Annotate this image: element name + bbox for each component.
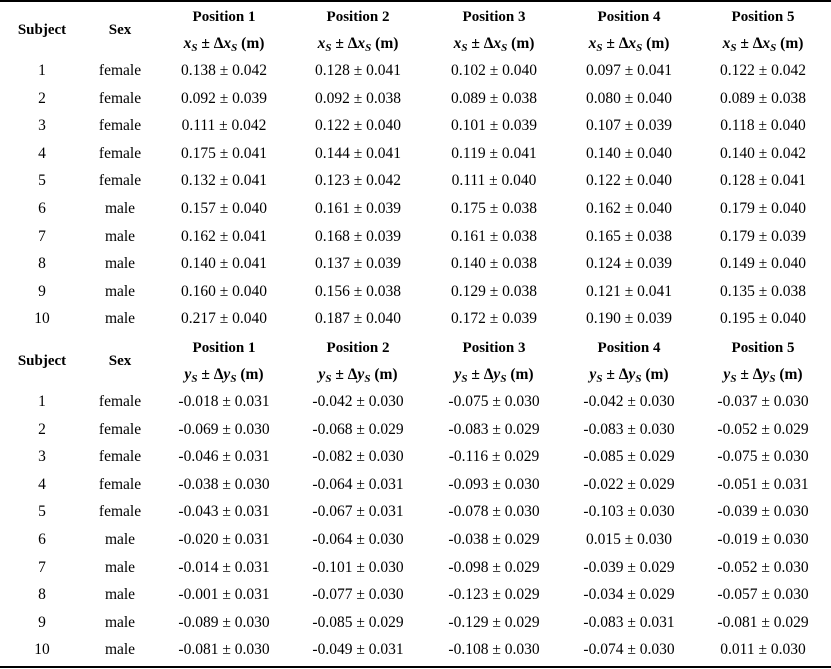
unit-var: y [223,366,231,383]
plus-minus-delta: ± Δ [602,366,629,383]
value-cell: -0.116 ± 0.029 [448,448,540,466]
value-cell: 0.011 ± 0.030 [720,641,806,659]
value-cell: 0.101 ± 0.039 [450,117,538,135]
value-cell: 0.160 ± 0.040 [180,282,268,300]
subject-cell: 2 [38,420,46,438]
subject-header: Subject [17,22,67,38]
subject-cell: 5 [38,172,46,190]
value-cell: -0.108 ± 0.030 [448,641,540,659]
value-cell: 0.080 ± 0.040 [585,89,673,107]
value-cell: -0.037 ± 0.030 [717,393,809,410]
value-cell: 0.156 ± 0.038 [314,282,402,300]
unit-var: y [762,366,770,383]
sex-cell: female [98,144,142,162]
value-cell: 0.161 ± 0.038 [450,227,538,245]
unit-var: x [493,35,502,52]
value-cell: -0.038 ± 0.030 [178,475,270,493]
unit-label [589,366,668,388]
value-cell: -0.083 ± 0.031 [583,613,675,631]
unit-var: y [318,366,326,383]
unit-text: (m) [641,366,669,383]
value-cell: -0.042 ± 0.030 [583,393,675,410]
value-cell: 0.157 ± 0.040 [180,200,268,217]
value-cell: 0.187 ± 0.040 [314,310,402,328]
value-cell: 0.097 ± 0.041 [585,62,673,79]
unit-text: (m) [506,366,534,383]
unit-var: y [357,366,365,383]
value-cell: 0.111 ± 0.040 [451,172,537,190]
value-cell: 0.140 ± 0.041 [180,255,268,273]
value-cell: -0.123 ± 0.029 [448,586,540,604]
unit-text: (m) [371,35,399,52]
unit-text: (m) [775,366,803,383]
value-cell: 0.089 ± 0.038 [719,89,807,107]
value-cell: 0.122 ± 0.042 [719,62,807,79]
value-cell: 0.092 ± 0.038 [314,89,402,107]
subject-cell: 9 [38,282,46,300]
value-cell: 0.165 ± 0.038 [585,227,673,245]
sex-cell: male [104,200,136,217]
unit-sub: S [191,373,198,385]
unit-label [723,366,802,388]
value-cell: 0.135 ± 0.038 [719,282,807,300]
position-header: Position 4 [597,340,661,356]
unit-text: (m) [507,35,535,52]
value-cell: 0.137 ± 0.039 [314,255,402,273]
top-rule [0,0,831,2]
value-cell: -0.043 ± 0.031 [178,503,270,521]
unit-label [454,35,535,57]
value-cell: 0.132 ± 0.041 [180,172,268,190]
value-cell: 0.107 ± 0.039 [585,117,673,135]
value-cell: 0.140 ± 0.040 [585,144,673,162]
position-header: Position 5 [731,9,795,25]
unit-sub: S [191,42,198,54]
value-cell: -0.078 ± 0.030 [448,503,540,521]
value-cell: -0.064 ± 0.031 [312,475,404,493]
value-cell: 0.149 ± 0.040 [719,255,807,273]
subject-cell: 4 [38,475,46,493]
value-cell: 0.092 ± 0.039 [180,89,268,107]
sex-cell: male [104,310,136,328]
subject-cell: 6 [38,200,46,217]
value-cell: -0.046 ± 0.031 [178,448,270,466]
unit-sub: S [769,373,776,385]
value-cell: 0.217 ± 0.040 [180,310,268,328]
value-cell: 0.161 ± 0.039 [314,200,402,217]
unit-var: x [588,35,597,52]
sex-cell: male [104,613,136,631]
value-cell: 0.122 ± 0.040 [585,172,673,190]
value-cell: 0.124 ± 0.039 [585,255,673,273]
position-header: Position 5 [731,340,795,356]
unit-label [184,35,265,57]
subject-cell: 9 [38,613,46,631]
unit-var: x [453,35,462,52]
unit-var: x [223,35,232,52]
plus-minus-delta: ± Δ [467,35,494,52]
value-cell: 0.162 ± 0.041 [180,227,268,245]
unit-text: (m) [236,366,264,383]
sex-header: Sex [108,22,132,38]
value-cell: -0.051 ± 0.031 [717,475,809,493]
unit-sub: S [230,373,237,385]
value-cell: -0.083 ± 0.030 [583,420,675,438]
value-cell: -0.085 ± 0.029 [583,448,675,466]
subject-cell: 8 [38,255,46,273]
plus-minus-delta: ± Δ [197,366,224,383]
unit-sub: S [770,42,777,54]
sex-cell: female [98,393,142,410]
unit-sub: S [596,42,603,54]
unit-var: x [628,35,637,52]
value-cell: 0.168 ± 0.039 [314,227,402,245]
unit-label [318,35,399,57]
unit-var: y [589,366,597,383]
sex-cell: male [104,641,136,659]
value-cell: -0.129 ± 0.029 [448,613,540,631]
unit-text: (m) [776,35,804,52]
value-cell: 0.195 ± 0.040 [719,310,807,328]
value-cell: -0.089 ± 0.030 [178,613,270,631]
plus-minus-delta: ± Δ [736,366,763,383]
value-cell: -0.081 ± 0.029 [717,613,809,631]
value-cell: 0.111 ± 0.042 [181,117,267,135]
unit-sub: S [365,42,372,54]
value-cell: -0.001 ± 0.031 [178,586,270,604]
subject-cell: 7 [38,227,46,245]
sex-cell: female [98,117,142,135]
value-cell: 0.089 ± 0.038 [450,89,538,107]
value-cell: -0.101 ± 0.030 [312,558,404,576]
position-header: Position 3 [462,340,526,356]
value-cell: -0.075 ± 0.030 [448,393,540,410]
subject-header: Subject [17,353,67,369]
value-cell: 0.179 ± 0.040 [719,200,807,217]
plus-minus-delta: ± Δ [467,366,494,383]
unit-sub: S [596,373,603,385]
unit-text: (m) [642,35,670,52]
sex-cell: male [104,558,136,576]
unit-text: (m) [237,35,265,52]
unit-sub: S [501,42,508,54]
sex-cell: female [98,62,142,79]
value-cell: -0.064 ± 0.030 [312,531,404,548]
value-cell: 0.128 ± 0.041 [314,62,402,79]
sex-cell: male [104,255,136,273]
unit-var: x [317,35,326,52]
value-cell: -0.052 ± 0.030 [717,558,809,576]
value-cell: -0.042 ± 0.030 [312,393,404,410]
unit-sub: S [500,373,507,385]
value-cell: -0.019 ± 0.030 [717,531,809,548]
plus-minus-delta: ± Δ [331,35,358,52]
subject-cell: 3 [38,117,46,135]
unit-sub: S [635,373,642,385]
value-cell: -0.074 ± 0.030 [583,641,675,659]
sex-cell: male [104,586,136,604]
value-cell: -0.082 ± 0.030 [312,448,404,466]
sex-header: Sex [108,353,132,369]
plus-minus-delta: ± Δ [197,35,224,52]
value-cell: 0.190 ± 0.039 [585,310,673,328]
value-cell: 0.102 ± 0.040 [450,62,538,79]
sex-cell: male [104,531,136,548]
plus-minus-delta: ± Δ [331,366,358,383]
value-cell: -0.083 ± 0.029 [448,420,540,438]
subject-cell: 2 [38,89,46,107]
value-cell: 0.015 ± 0.030 [585,531,673,548]
value-cell: -0.034 ± 0.029 [583,586,675,604]
value-cell: -0.022 ± 0.029 [583,475,675,493]
plus-minus-delta: ± Δ [602,35,629,52]
subject-cell: 8 [38,586,46,604]
value-cell: -0.039 ± 0.030 [717,503,809,521]
sex-cell: female [98,89,142,107]
subject-cell: 1 [38,62,46,79]
value-cell: -0.014 ± 0.031 [178,558,270,576]
value-cell: 0.129 ± 0.038 [450,282,538,300]
value-cell: -0.039 ± 0.029 [583,558,675,576]
unit-label [318,366,397,388]
value-cell: 0.175 ± 0.041 [180,144,268,162]
subject-cell: 5 [38,503,46,521]
value-cell: 0.122 ± 0.040 [314,117,402,135]
unit-var: y [184,366,192,383]
subject-cell: 6 [38,531,46,548]
unit-label [589,35,670,57]
unit-sub: S [364,373,371,385]
position-header: Position 4 [597,9,661,25]
sex-cell: male [104,282,136,300]
position-header: Position 1 [192,9,256,25]
sex-cell: female [98,503,142,521]
value-cell: -0.077 ± 0.030 [312,586,404,604]
unit-var: y [723,366,731,383]
value-cell: -0.098 ± 0.029 [448,558,540,576]
value-cell: 0.118 ± 0.040 [720,117,806,135]
sex-cell: female [98,475,142,493]
value-cell: -0.069 ± 0.030 [178,420,270,438]
value-cell: -0.103 ± 0.030 [583,503,675,521]
value-cell: -0.068 ± 0.029 [312,420,404,438]
subject-cell: 1 [38,393,46,410]
sex-cell: female [98,172,142,190]
subject-cell: 4 [38,144,46,162]
value-cell: 0.119 ± 0.041 [451,144,537,162]
unit-sub: S [636,42,643,54]
unit-sub: S [461,42,468,54]
unit-var: x [762,35,771,52]
value-cell: 0.128 ± 0.041 [719,172,807,190]
subject-cell: 10 [34,310,50,328]
value-cell: -0.020 ± 0.031 [178,531,270,548]
value-cell: 0.162 ± 0.040 [585,200,673,217]
unit-sub: S [730,42,737,54]
sex-cell: female [98,448,142,466]
value-cell: -0.049 ± 0.031 [312,641,404,659]
plus-minus-delta: ± Δ [736,35,763,52]
bottom-rule [0,666,831,668]
value-cell: 0.144 ± 0.041 [314,144,402,162]
value-cell: -0.085 ± 0.029 [312,613,404,631]
unit-var: y [628,366,636,383]
value-cell: -0.052 ± 0.029 [717,420,809,438]
value-cell: 0.175 ± 0.038 [450,200,538,217]
value-cell: 0.140 ± 0.038 [450,255,538,273]
unit-var: x [722,35,731,52]
subject-cell: 7 [38,558,46,576]
unit-var: x [183,35,192,52]
value-cell: -0.093 ± 0.030 [448,475,540,493]
unit-sub: S [325,42,332,54]
unit-label [723,35,804,57]
position-header: Position 3 [462,9,526,25]
unit-var: x [357,35,366,52]
sex-cell: male [104,227,136,245]
unit-sub: S [730,373,737,385]
position-header: Position 2 [326,9,390,25]
unit-text: (m) [370,366,398,383]
subject-cell: 10 [34,641,50,659]
unit-sub: S [461,373,468,385]
unit-label [454,366,533,388]
value-cell: -0.038 ± 0.029 [448,531,540,548]
unit-var: y [493,366,501,383]
unit-sub: S [231,42,238,54]
value-cell: 0.179 ± 0.039 [719,227,807,245]
subject-cell: 3 [38,448,46,466]
unit-sub: S [325,373,332,385]
value-cell: 0.138 ± 0.042 [180,62,268,79]
value-cell: -0.057 ± 0.030 [717,586,809,604]
position-header: Position 2 [326,340,390,356]
value-cell: -0.067 ± 0.031 [312,503,404,521]
value-cell: 0.140 ± 0.042 [719,144,807,162]
unit-var: y [454,366,462,383]
value-cell: -0.081 ± 0.030 [178,641,270,659]
value-cell: -0.018 ± 0.031 [178,393,270,410]
value-cell: 0.172 ± 0.039 [450,310,538,328]
position-header: Position 1 [192,340,256,356]
value-cell: 0.123 ± 0.042 [314,172,402,190]
sex-cell: female [98,420,142,438]
value-cell: 0.121 ± 0.041 [585,282,673,300]
unit-label [184,366,263,388]
value-cell: -0.075 ± 0.030 [717,448,809,466]
